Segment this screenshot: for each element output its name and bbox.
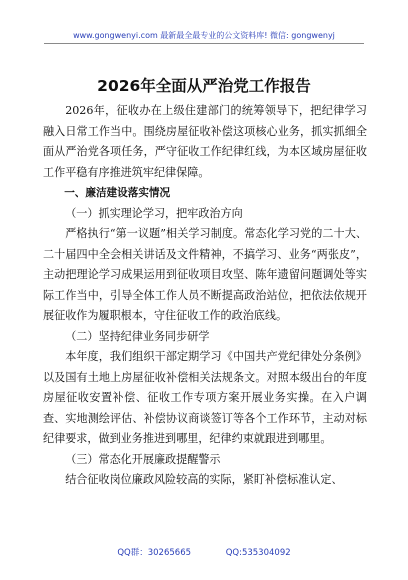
qq-group-text: QQ群：30265665 — [117, 548, 192, 558]
document-body — [43, 101, 367, 491]
intro-paragraph: 2026年，征收办在上级住建部门的统筹领导下，把纪律学习融入日常工作当中。围绕房屋征收补偿这项核心业务，抓实抓细全面从严治党各项任务，严守征收工作纪律红线，为本区域房屋征收工作平稳有序推进筑牢纪律保障。 — [43, 104, 367, 179]
body-paragraph: 严格执行“第一议题”相关学习制度。常态化学习党的二十大、二十届四中全会相关讲话及文件精神，不搞学习、业务“两张皮”，主动把理论学习成果运用到征收项目攻坚、陈年遗留问题调处等实际工作当中，引导全体工作人员不断提高政治站位，把依法依规开展征收作为履职根本，守住征收工作的政治底线。 — [43, 227, 367, 322]
subsection-heading-1: （一）抓实理论学习，把牢政治方向 — [65, 206, 243, 220]
header-divider — [44, 43, 364, 44]
qq-contact-text: QQ:535304092 — [225, 548, 291, 558]
contact-footer — [0, 546, 408, 558]
body-paragraph: 本年度，我们组织干部定期学习《中国共产党纪律处分条例》以及国有土地上房屋征收补偿相关法规条文。对照本级出台的年度房屋征收安置补偿、征收工作专项方案开展业务实操。在入户调查、实地测绘评估、补偿协议商谈签订等各个工作环节，主动对标纪律要求，做到业务推进到哪里，纪律约束就跟进到哪里。 — [43, 350, 367, 445]
site-header-text: www.gongwenyi.com 最新最全最专业的公文资料库! 微信: gongwenyj — [73, 31, 335, 40]
document-title: 2026年全面从严治党工作报告 — [97, 77, 311, 95]
subsection-heading-2: （二）坚持纪律业务同步研学 — [65, 329, 210, 343]
section-heading-1: 一、廉洁建设落实情况 — [64, 187, 171, 199]
subsection-heading-3: （三）常态化开展廉政提醒警示 — [65, 452, 221, 466]
body-paragraph: 结合征收岗位廉政风险较高的实际，紧盯补偿标准认定、 — [65, 473, 343, 486]
